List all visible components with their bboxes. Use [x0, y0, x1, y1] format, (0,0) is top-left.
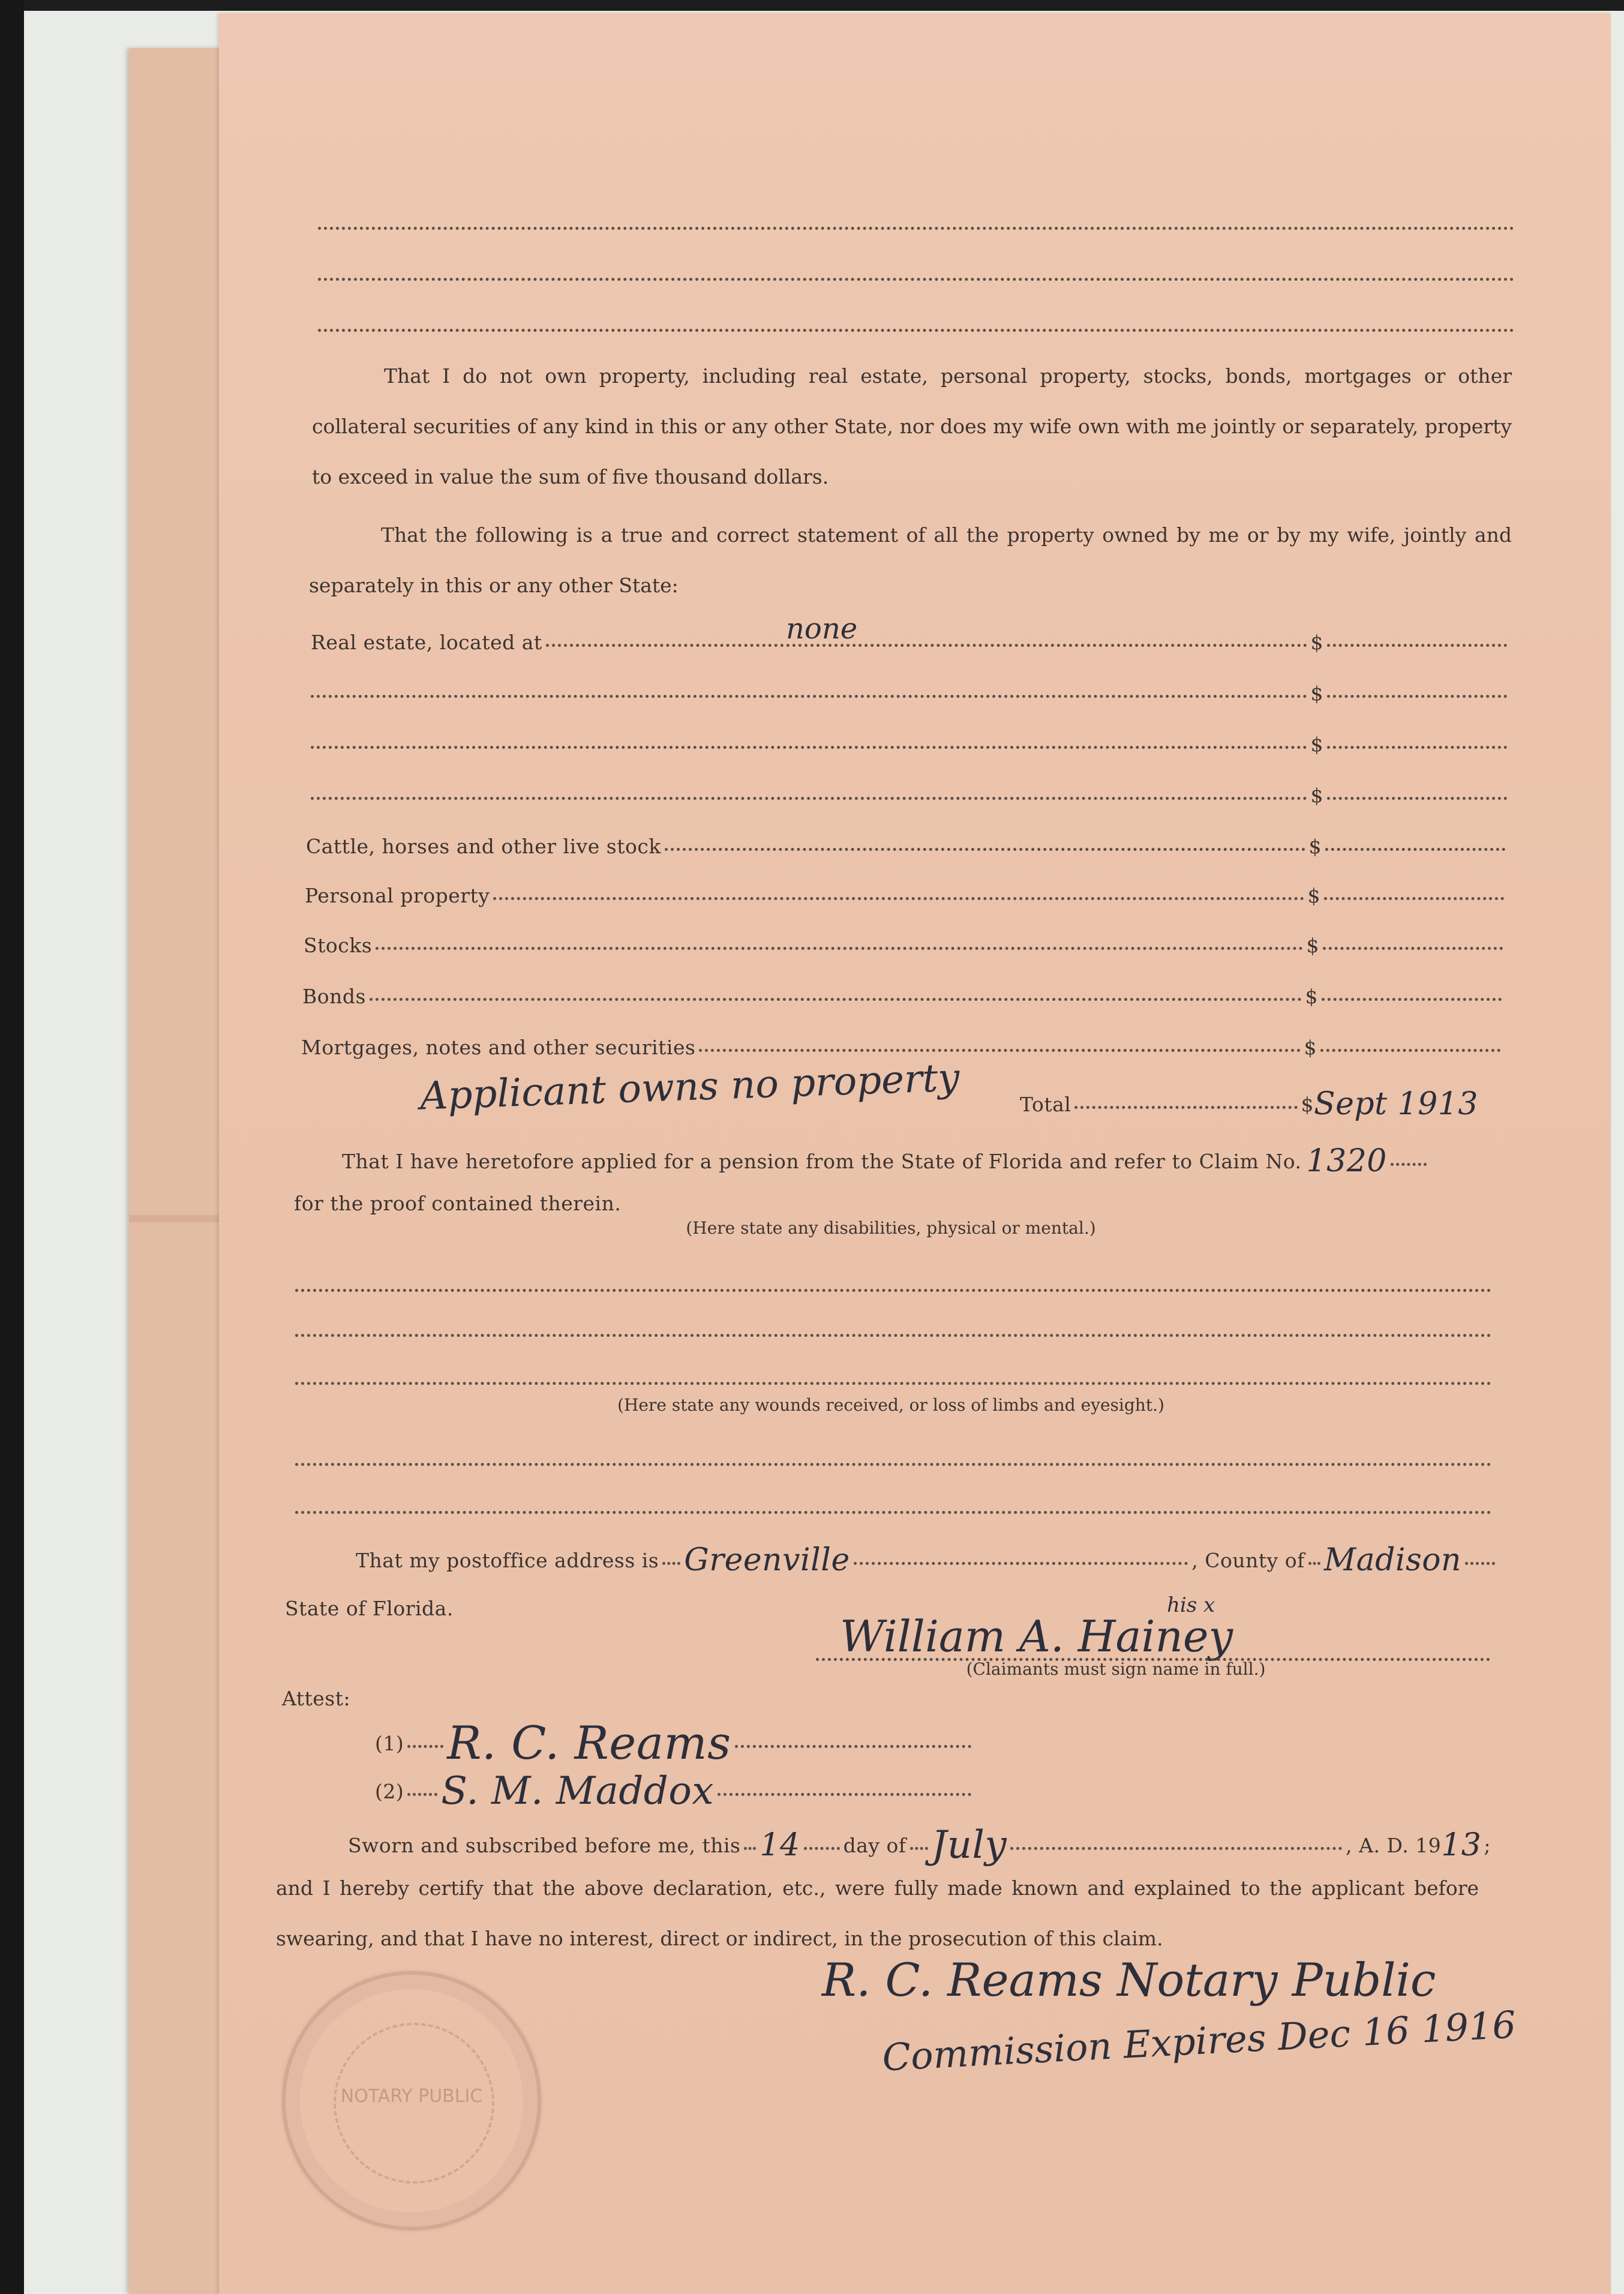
claim-row [342, 1137, 1494, 1179]
county-handwriting: Madison [1323, 1542, 1461, 1578]
attest-label: Attest: [282, 1687, 351, 1710]
scan-border-top [24, 0, 1624, 11]
attest-1-signature: R. C. Reams [447, 1716, 731, 1770]
real-estate-line-2 [311, 669, 1511, 705]
dollar-sign: $ [1310, 631, 1323, 654]
scan-border-left [0, 0, 24, 2294]
real-estate-line-4 [311, 771, 1511, 807]
personal-property-label: Personal property [305, 884, 490, 907]
postoffice-label: That my postoffice address is [356, 1549, 659, 1572]
claimant-mark-note: his x [1167, 1593, 1215, 1617]
statement-paragraph: That the following is a true and correct statement of all the property owned by me or by my wife, jointly and separately in this or any other State: [309, 523, 1512, 597]
sworn-month-handwriting: July [931, 1823, 1007, 1867]
disabilities-line-1 [295, 1263, 1495, 1299]
disabilities-line-3 [295, 1356, 1495, 1392]
property-paragraph: That I do not own property, including real estate, personal property, stocks, bonds, mortgages or other collateral securities of any kind in this or any other State, nor does my wife own with me jointly or separately, property to exceed in value the sum of five thousand dollars. [312, 364, 1512, 488]
certify-paragraph: and I hereby certify that the above declaration, etc., were fully made known and explained to the applicant before swearing, and that I have no interest, direct or indirect, in the prosecution of this claim. [276, 1876, 1479, 1950]
postoffice-row [356, 1536, 1499, 1578]
attest-1-label: (1) [375, 1732, 404, 1755]
dollar-sign: $ [1305, 985, 1318, 1008]
claim-suffix: for the proof contained therein. [294, 1192, 622, 1215]
no-property-handwriting: Applicant owns no property [419, 1055, 960, 1119]
attest-2-row [375, 1767, 975, 1813]
dollar-sign: $ [1301, 1093, 1314, 1116]
sworn-year-handwriting: 13 [1441, 1827, 1482, 1863]
real-estate-row [311, 618, 1511, 654]
dollar-sign: $ [1306, 934, 1319, 957]
page-fold [129, 1215, 219, 1222]
dollar-sign: $ [1310, 682, 1323, 705]
real-estate-label: Real estate, located at [311, 631, 542, 654]
blank-line-3 [318, 303, 1518, 339]
total-handwriting: Sept 1913 [1314, 1086, 1478, 1122]
stocks-row [304, 921, 1506, 957]
sworn-label: Sworn and subscribed before me, this [348, 1834, 741, 1857]
state-label: State of Florida. [285, 1597, 454, 1620]
ad-label: , A. D. 19 [1346, 1834, 1442, 1857]
dollar-sign: $ [1308, 835, 1322, 858]
attest-2-label: (2) [375, 1780, 404, 1803]
wounds-line-1 [295, 1437, 1495, 1473]
notary-signature: R. C. Reams Notary Public [822, 1953, 1436, 2007]
dollar-sign: $ [1304, 1036, 1317, 1059]
postoffice-handwriting: Greenville [684, 1542, 850, 1578]
attest-2-signature: S. M. Maddox [441, 1769, 714, 1813]
mortgages-label: Mortgages, notes and other securities [301, 1036, 696, 1059]
sign-note: (Claimants must sign name in full.) [966, 1659, 1266, 1679]
claim-number-handwriting: 1320 [1306, 1143, 1387, 1179]
attest-1-row [375, 1716, 975, 1770]
personal-property-row [305, 871, 1508, 907]
state-row [285, 1584, 645, 1620]
seal-text: NOTARY PUBLIC [340, 2086, 483, 2107]
county-label: , County of [1191, 1549, 1305, 1572]
blank-line-2 [318, 252, 1518, 288]
commission-note: Commission Expires Dec 16 1916 [881, 2002, 1517, 2080]
dollar-sign: $ [1307, 884, 1320, 907]
bonds-row [302, 972, 1505, 1008]
wounds-note: (Here state any wounds received, or loss of limbs and eyesight.) [617, 1395, 1164, 1415]
cattle-label: Cattle, horses and other live stock [306, 835, 661, 858]
claim-text: That I have heretofore applied for a pension from the State of Florida and refer to Claim No. [342, 1150, 1302, 1173]
disabilities-note: (Here state any disabilities, physical or mental.) [686, 1218, 1096, 1238]
bonds-label: Bonds [302, 985, 366, 1008]
total-row [1020, 1080, 1500, 1122]
real-estate-handwriting: none [786, 612, 858, 646]
notary-seal-emboss [282, 1971, 541, 2230]
day-of-label: day of [843, 1834, 906, 1857]
sworn-day-handwriting: 14 [760, 1827, 800, 1863]
dollar-sign: $ [1310, 784, 1323, 807]
claimant-signature: William A. Hainey [840, 1611, 1233, 1662]
disabilities-line-2 [295, 1308, 1495, 1344]
claim-suffix-row [294, 1179, 834, 1215]
total-label: Total [1020, 1093, 1071, 1116]
dollar-sign: $ [1310, 733, 1323, 756]
cattle-row [306, 822, 1509, 858]
stocks-label: Stocks [304, 934, 373, 957]
wounds-line-2 [295, 1485, 1495, 1521]
mortgages-row [301, 1023, 1504, 1059]
sworn-row: Sworn and subscribed before me, this 14 day of July , A. D. 19 13 ; [348, 1823, 1491, 1867]
real-estate-line-3 [311, 720, 1511, 756]
attest-row [282, 1674, 462, 1710]
blank-line-1 [318, 201, 1518, 237]
